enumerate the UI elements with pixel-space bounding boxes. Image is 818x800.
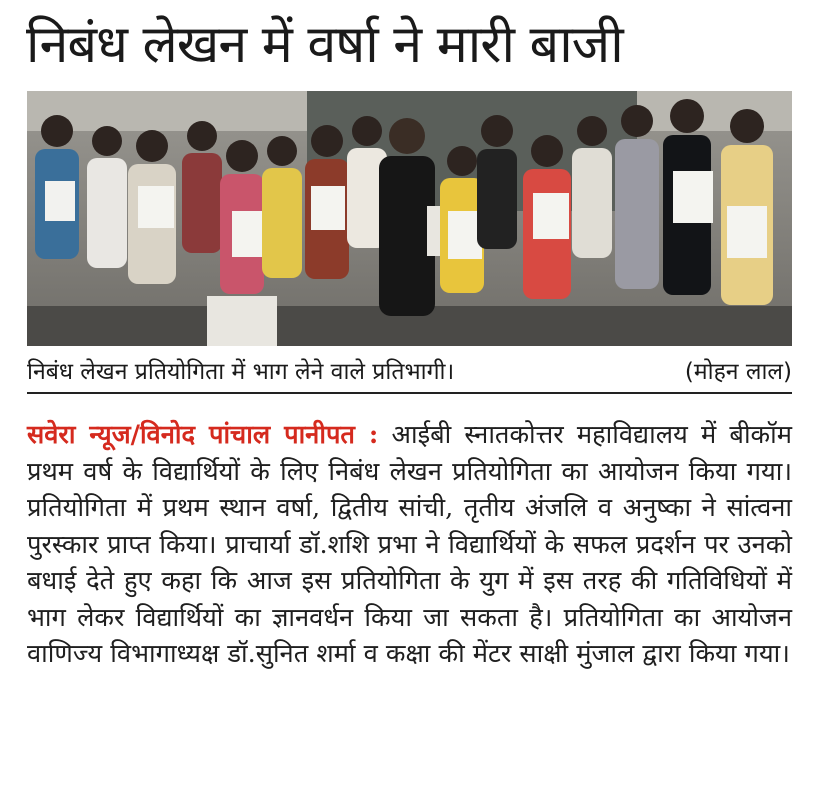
article-body: [27, 417, 792, 673]
dateline: सवेरा न्यूज/विनोद पांचाल पानीपत :: [27, 420, 379, 450]
photo-credit: (मोहन लाल): [684, 359, 792, 385]
photo-caption-row: [27, 352, 792, 394]
article-body-text: आईबी स्नातकोत्तर महाविद्यालय में बीकॉम प्रथम वर्ष के विद्यार्थियों के लिए निबंध लेखन प्रतियोगिता का आयोजन किया गया। प्रतियोगिता में प्रथम स्थान वर्षा, द्वितीय सांची, तृतीय अंजलि व अनुष्का ने सांत्वना पुरस्कार प्राप्त किया। प्राचार्या डॉ.शशि प्रभा ने विद्यार्थियों के सफल प्रदर्शन पर उनको बधाई देते हुए कहा कि आज इस प्रतियोगिता के युग में इस तरह की गतिविधियों में भाग लेकर विद्यार्थियों का ज्ञानवर्धन किया जा सकता है। प्रतियोगिता का आयोजन वाणिज्य विभागाध्यक्ष डॉ.सुनित शर्मा व कक्षा की मेंटर साक्षी मुंजाल द्वारा किया गया।: [27, 420, 792, 669]
headline: निबंध लेखन में वर्षा ने मारी बाजी: [26, 15, 623, 75]
photo-caption: निबंध लेखन प्रतियोगिता में भाग लेने वाले प्रतिभागी।: [27, 359, 455, 385]
group-photo-image: [27, 91, 792, 346]
group-photo: [27, 91, 792, 346]
